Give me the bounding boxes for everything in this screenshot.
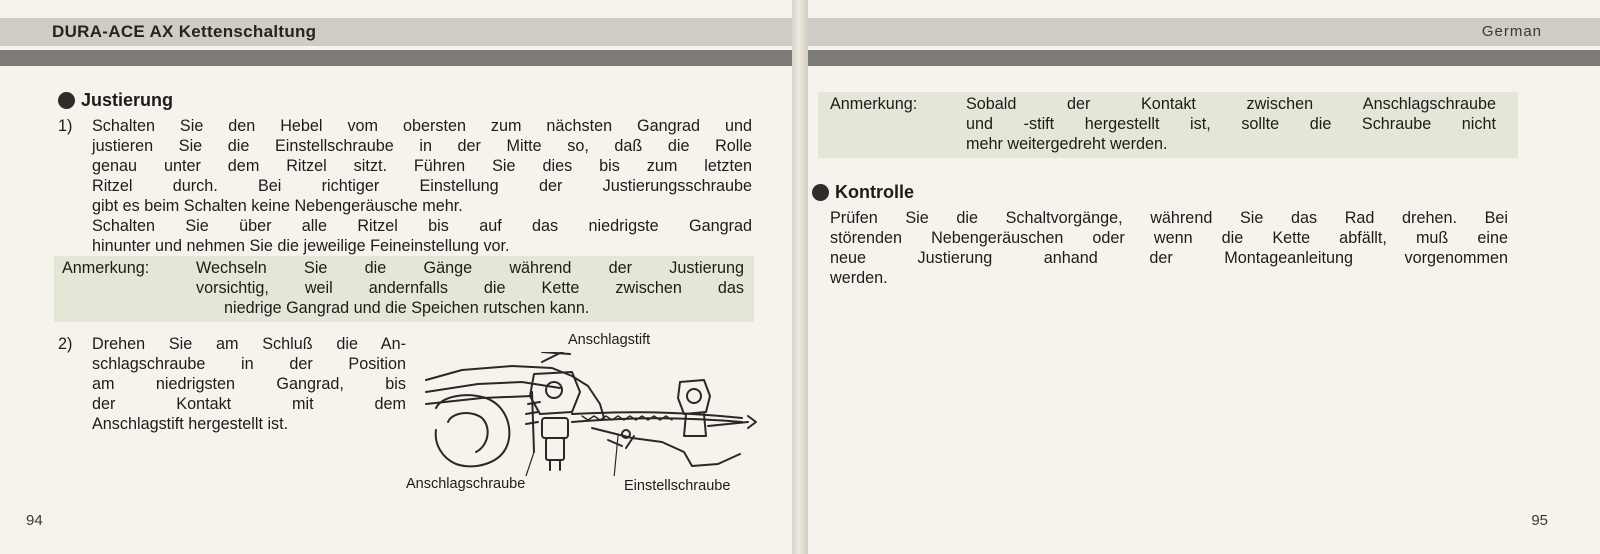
figure-label-anschlagstift: Anschlagstift bbox=[568, 332, 651, 348]
page-number-right: 95 bbox=[1531, 512, 1548, 529]
text-line: niedrige Gangrad und die Speichen rutschen kann. bbox=[224, 299, 590, 317]
text-line: Anschlagstift hergestellt ist. bbox=[92, 415, 289, 433]
bullet-icon bbox=[812, 184, 829, 201]
text-line: Schalten Sie den Hebel vom obersten zum nächsten Gangrad und bbox=[92, 117, 752, 135]
step-number: 1) bbox=[58, 117, 73, 135]
text-line: genau unter dem Ritzel sitzt. Führen Sie dies bis zum letzten bbox=[92, 157, 752, 175]
step-1-text bbox=[92, 116, 752, 256]
text-line: der Kontakt mit dem bbox=[92, 395, 406, 413]
text-line: störenden Nebengeräuschen oder wenn die Kette abfällt, muß eine bbox=[830, 229, 1508, 247]
text-line: Wechseln Sie die Gänge während der Justierung bbox=[196, 259, 744, 277]
section-title-kontrolle bbox=[812, 182, 914, 203]
text-line: justieren Sie die Einstellschraube in der Mitte so, daß die Rolle bbox=[92, 137, 752, 155]
header-rule bbox=[0, 50, 792, 66]
text-line: Ritzel durch. Bei richtiger Einstellung der Justierungsschraube bbox=[92, 177, 752, 195]
text-line: werden. bbox=[830, 269, 888, 287]
text-line: Schalten Sie über alle Ritzel bis auf das niedrigste Gangrad bbox=[92, 217, 752, 235]
right-page bbox=[808, 0, 1600, 554]
text-line: Prüfen Sie die Schaltvorgänge, während Sie das Rad drehen. Bei bbox=[830, 209, 1508, 227]
step-number: 2) bbox=[58, 335, 73, 353]
kontrolle-text bbox=[830, 208, 1508, 288]
note-box bbox=[818, 92, 1518, 158]
text-line: am niedrigsten Gangrad, bis bbox=[92, 375, 406, 393]
left-page bbox=[0, 0, 792, 554]
figure-label-einstellschraube: Einstellschraube bbox=[624, 478, 731, 494]
text-line: mehr weitergedreht werden. bbox=[966, 135, 1168, 153]
text-line: vorsichtig, weil andernfalls die Kette zwischen das bbox=[196, 279, 744, 297]
text-line: Sobald der Kontakt zwischen Anschlagschraube bbox=[966, 95, 1496, 113]
note-box bbox=[54, 256, 754, 322]
page-number-left: 94 bbox=[26, 512, 43, 529]
note-text bbox=[966, 94, 1496, 154]
note-label: Anmerkung: bbox=[830, 95, 918, 113]
bullet-icon bbox=[58, 92, 75, 109]
step-2 bbox=[58, 334, 406, 434]
text-line: und -stift hergestellt ist, sollte die Schraube nicht bbox=[966, 115, 1496, 133]
section-title-text: Kontrolle bbox=[835, 182, 914, 202]
header-title: DURA-ACE AX Kettenschaltung bbox=[52, 22, 317, 41]
text-line: Drehen Sie am Schluß die An- bbox=[92, 335, 406, 353]
header-rule bbox=[808, 50, 1600, 66]
section-title-justierung bbox=[58, 90, 173, 111]
section-title-text: Justierung bbox=[81, 90, 174, 110]
text-line: neue Justierung anhand der Montageanleitung vorgenommen bbox=[830, 249, 1508, 267]
book-gutter bbox=[792, 0, 808, 554]
note-text bbox=[196, 258, 744, 318]
header-language: German bbox=[1481, 23, 1542, 40]
note-label: Anmerkung: bbox=[62, 259, 150, 277]
text-line: hinunter und nehmen Sie die jeweilige Feineinstellung vor. bbox=[92, 237, 510, 255]
figure-label-anschlagschraube: Anschlagschraube bbox=[406, 476, 526, 492]
text-line: gibt es beim Schalten keine Nebengeräusche mehr. bbox=[92, 197, 463, 215]
step-1 bbox=[58, 116, 752, 256]
derailleur-illustration bbox=[422, 352, 762, 476]
step-2-text bbox=[92, 334, 406, 434]
text-line: schlagschraube in der Position bbox=[92, 355, 406, 373]
